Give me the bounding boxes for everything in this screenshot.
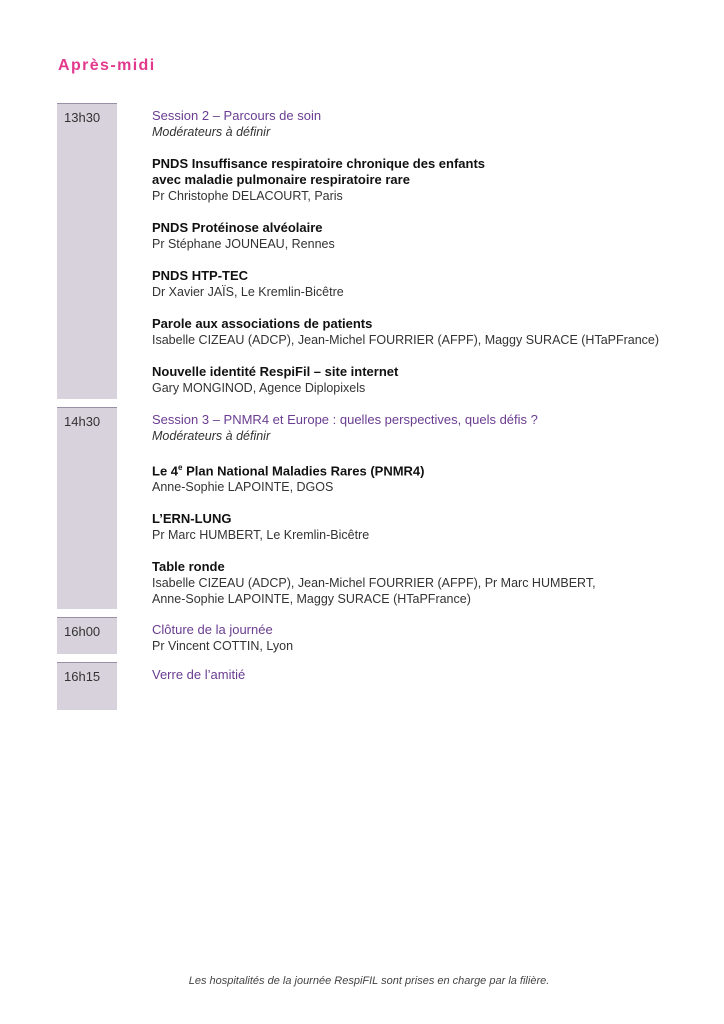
talk <box>152 559 697 607</box>
talk-title: Nouvelle identité RespiFil – site internet <box>152 364 399 379</box>
talk-title: PNDS Insuffisance respiratoire chronique des enfants avec maladie pulmonaire respiratoire rare <box>152 156 486 187</box>
talk-title: PNDS HTP-TEC <box>152 268 249 283</box>
talk <box>152 268 697 300</box>
footer-note: Les hospitalités de la journée RespiFIL sont prises en charge par la filière. <box>188 975 550 987</box>
talk-speaker: Dr Xavier JAÏS, Le Kremlin-Bicêtre <box>152 285 344 299</box>
talk-title-part: Le 4 <box>152 463 179 479</box>
ordinal-suffix: e <box>178 463 183 472</box>
moderators: Modérateurs à définir <box>152 125 271 139</box>
schedule <box>57 103 697 718</box>
session-title: Verre de l’amitié <box>152 667 246 682</box>
talk-speaker: Anne-Sophie LAPOINTE, DGOS <box>152 480 334 495</box>
session-content <box>117 407 697 609</box>
talk-title <box>152 460 697 479</box>
talk-speaker: Pr Stéphane JOUNEAU, Rennes <box>152 237 335 251</box>
talk-speaker: Gary MONGINOD, Agence Diplopixels <box>152 381 366 395</box>
talk <box>152 460 697 495</box>
talk <box>152 156 697 204</box>
session-title: Session 3 – PNMR4 et Europe : quelles perspectives, quels défis ? <box>152 412 538 427</box>
talk-speaker: Pr Marc HUMBERT, Le Kremlin-Bicêtre <box>152 528 370 543</box>
talk-title: PNDS Protéinose alvéolaire <box>152 220 323 235</box>
talk-speaker: Isabelle CIZEAU (ADCP), Jean-Michel FOURRIER (AFPF), Maggy SURACE (HTaPFrance) <box>152 333 660 347</box>
schedule-row-session-2 <box>57 103 697 399</box>
talk-title: Table ronde <box>152 559 225 575</box>
talk-speaker: Isabelle CIZEAU (ADCP), Jean-Michel FOURRIER (AFPF), Pr Marc HUMBERT, <box>152 576 596 591</box>
talk-speaker: Anne-Sophie LAPOINTE, Maggy SURACE (HTaPFrance) <box>152 592 471 607</box>
talk-speaker: Pr Vincent COTTIN, Lyon <box>152 639 294 653</box>
talk <box>152 364 697 396</box>
schedule-row-closing <box>57 617 697 654</box>
talk-title: Parole aux associations de patients <box>152 316 373 331</box>
session-title: Clôture de la journée <box>152 622 273 637</box>
talk-speaker: Pr Christophe DELACOURT, Paris <box>152 189 343 203</box>
time-slot: 16h00 <box>57 617 117 654</box>
time-slot: 16h15 <box>57 662 117 710</box>
time-slot: 13h30 <box>57 103 117 399</box>
talk <box>152 220 697 252</box>
session-content <box>117 662 697 710</box>
section-title: Après-midi <box>58 57 156 74</box>
schedule-row-session-3 <box>57 407 697 609</box>
talk-title: L’ERN-LUNG <box>152 511 232 527</box>
session-title: Session 2 – Parcours de soin <box>152 108 322 123</box>
time-slot: 14h30 <box>57 407 117 609</box>
talk <box>152 316 697 348</box>
session-content <box>117 617 697 654</box>
talk-title-part: Plan National Maladies Rares (PNMR4) <box>182 463 425 479</box>
moderators: Modérateurs à définir <box>152 429 271 443</box>
session-content <box>117 103 697 399</box>
talk <box>152 511 697 543</box>
schedule-row-reception <box>57 662 697 710</box>
